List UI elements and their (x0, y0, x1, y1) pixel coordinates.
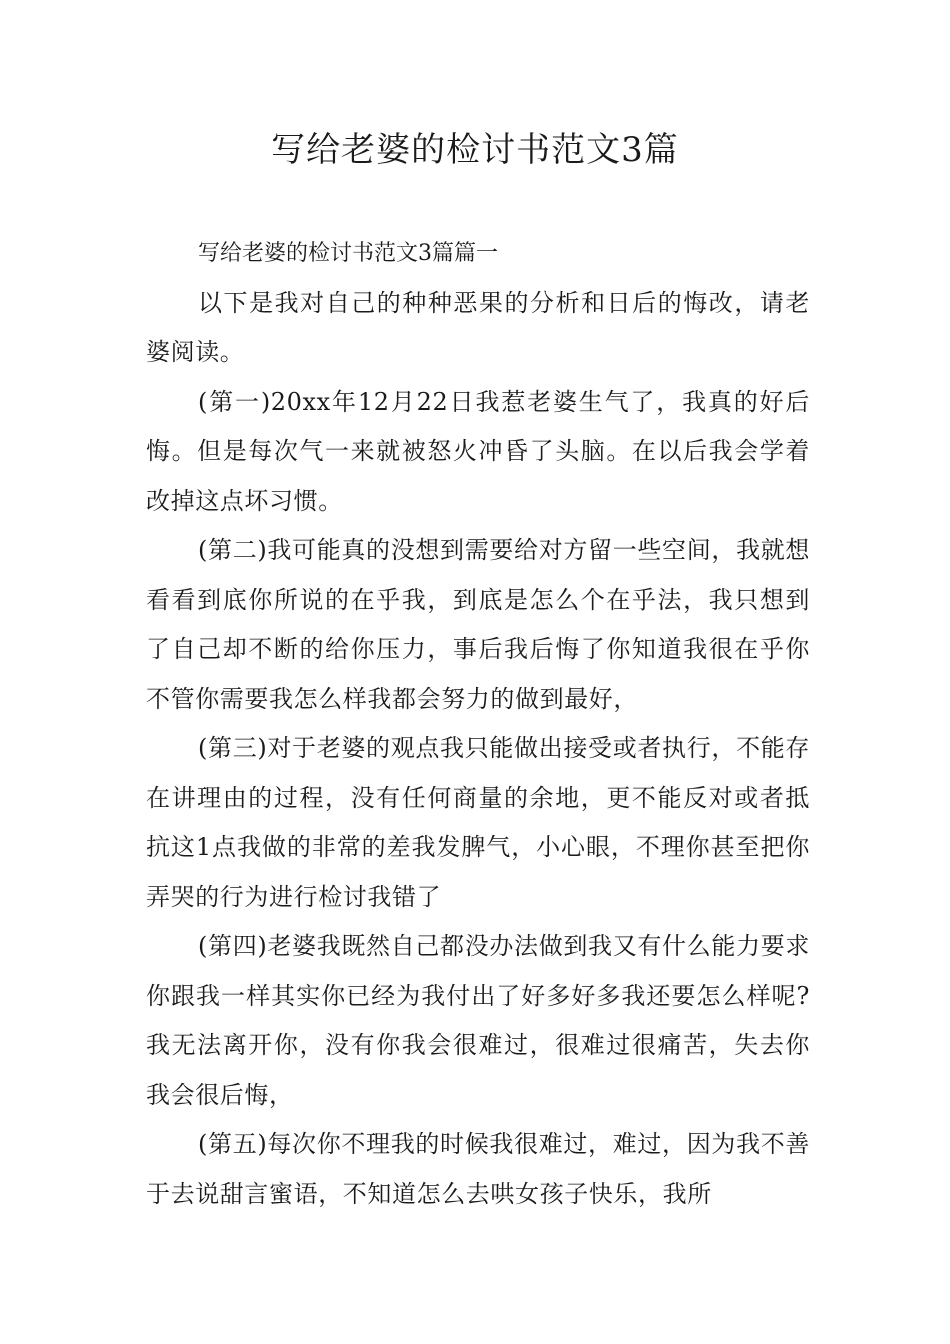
paragraph-intro: 以下是我对自己的种种恶果的分析和日后的悔改，请老婆阅读。 (146, 288, 810, 366)
paragraph-second: (第二)我可能真的没想到需要给对方留一些空间，我就想看看到底你所说的在乎我，到底是怎么个在乎法，我只想到了自己却不断的给你压力，事后我后悔了你知道我很在乎你不管你需要我怎么样我都会努力的做到最好， (146, 536, 810, 713)
document-body (146, 229, 810, 1219)
paragraph-fourth: (第四)老婆我既然自己都没办法做到我又有什么能力要求你跟我一样其实你已经为我付出了好多好多我还要怎么样呢?我无法离开你，没有你我会很难过，很难过很痛苦，失去你我会很后悔， (146, 932, 810, 1109)
paragraph-third: (第三)对于老婆的观点我只能做出接受或者执行，不能存在讲理由的过程，没有任何商量的余地，更不能反对或者抵抗这1点我做的非常的差我发脾气，小心眼，不理你甚至把你弄哭的行为进行检讨我错了 (146, 734, 810, 911)
document-title: 写给老婆的检讨书范文3篇 (271, 130, 679, 170)
section-heading: 写给老婆的检讨书范文3篇篇一 (198, 241, 498, 266)
paragraph-first: (第一)20xx年12月22日我惹老婆生气了，我真的好后悔。但是每次气一来就被怒火冲昏了头脑。在以后我会学着改掉这点坏习惯。 (146, 387, 810, 515)
paragraph-fifth: (第五)每次你不理我的时候我很难过，难过，因为我不善于去说甜言蜜语，不知道怎么去哄女孩子快乐，我所 (146, 1130, 810, 1208)
